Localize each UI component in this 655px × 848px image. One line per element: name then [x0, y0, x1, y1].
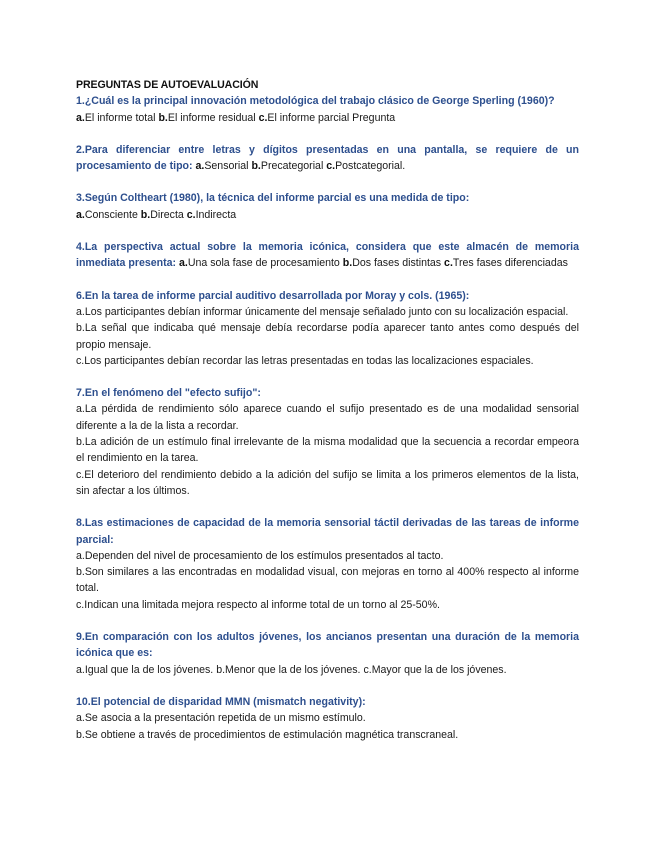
option-text: Son similares a las encontradas en modalidad visual, con mejoras en torno al 400% respecto al informe total.	[76, 566, 579, 595]
question-text: 2.Para diferenciar entre letras y dígitos presentadas en una pantalla, se requiere de un procesamiento de tipo:	[76, 143, 579, 173]
option-text: La adición de un estímulo final irrelevante de la misma modalidad que la secuencia a recordar empeora el rendimiento en la tarea.	[76, 436, 579, 465]
option-letter: c.	[444, 257, 453, 270]
option-letter: a.	[76, 549, 85, 562]
option-letter: b.	[76, 566, 85, 579]
question-text-with-options	[76, 239, 579, 272]
option-text: La pérdida de rendimiento sólo aparece cuando el sufijo presentado es de una modalidad sensorial diferente a la de la lista a recordar.	[76, 403, 579, 432]
question-9	[76, 629, 579, 678]
option-b	[76, 727, 579, 743]
option-letter: c.	[76, 468, 85, 481]
option-letter: b.	[140, 208, 151, 221]
option-text: Consciente	[84, 208, 141, 221]
option-letter: b.	[342, 257, 353, 270]
option-text: Los participantes debían informar únicamente del mensaje señalado junto con su localización espacial.	[84, 305, 569, 318]
option-text: Indirecta	[195, 208, 237, 221]
option-text: Mayor que la de los jóvenes.	[371, 663, 507, 676]
option-letter: b.	[216, 663, 226, 676]
option-letter: b.	[76, 322, 85, 335]
option-text: El informe total	[84, 111, 159, 124]
option-text: El deterioro del rendimiento debido a la adición del sufijo se limita a los primeros elementos de la lista, sin afectar a los últimos.	[76, 468, 579, 497]
option-letter: a.	[76, 208, 85, 221]
option-letter: c.	[258, 111, 268, 124]
option-b	[76, 434, 579, 467]
options-line	[76, 662, 579, 678]
option-text: Menor que la de los jóvenes.	[225, 663, 364, 676]
question-text: 8.Las estimaciones de capacidad de la memoria sensorial táctil derivadas de las tareas de informe parcial:	[76, 517, 579, 546]
question-text: 4.La perspectiva actual sobre la memoria icónica, considera que este almacén de memoria inmediata presenta:	[76, 241, 579, 270]
option-text: Se asocia a la presentación repetida de un mismo estímulo.	[84, 712, 366, 725]
question-6	[76, 288, 579, 369]
question-8	[76, 515, 579, 613]
document-title: PREGUNTAS DE AUTOEVALUACIÓN	[76, 79, 259, 91]
option-letter: a.	[76, 663, 85, 676]
option-letter: b.	[251, 160, 261, 173]
option-letter: c.	[76, 598, 85, 611]
option-text: Dependen del nivel de procesamiento de los estímulos presentados al tacto.	[84, 549, 444, 562]
option-text: Postcategorial.	[335, 160, 406, 173]
question-text: 9.En comparación con los adultos jóvenes, los ancianos presentan una duración de la memoria icónica que es:	[76, 631, 579, 660]
option-letter: a.	[76, 305, 85, 318]
option-text: El informe parcial Pregunta	[267, 111, 396, 124]
option-b	[76, 564, 579, 597]
question-1	[76, 93, 579, 126]
option-letter: b.	[76, 436, 85, 449]
option-b	[76, 320, 579, 353]
option-c	[76, 353, 579, 369]
option-c	[76, 467, 579, 500]
question-3	[76, 190, 579, 223]
option-text: Directa	[150, 208, 187, 221]
options-line	[76, 207, 579, 223]
option-text: Igual que la de los jóvenes.	[84, 663, 217, 676]
question-4	[76, 239, 579, 272]
option-a	[76, 401, 579, 434]
question-text-with-options	[76, 142, 579, 175]
option-text: Precategorial	[260, 160, 327, 173]
options-inline	[179, 257, 568, 269]
option-c	[76, 597, 579, 613]
option-text: El informe residual	[167, 111, 259, 124]
option-a	[76, 548, 579, 564]
option-text: Se obtiene a través de procedimientos de estimulación magnética transcraneal.	[84, 728, 459, 741]
option-a	[76, 304, 579, 320]
option-letter: a.	[76, 403, 85, 416]
option-text: Sensorial	[204, 160, 252, 173]
option-letter: c.	[76, 354, 85, 367]
question-text: 10.El potencial de disparidad MMN (mismatch negativity):	[76, 695, 366, 708]
option-letter: a.	[195, 160, 205, 173]
option-letter: b.	[76, 728, 85, 741]
question-7	[76, 385, 579, 499]
question-text: 1.¿Cuál es la principal innovación metodológica del trabajo clásico de George Sperling (1960)?	[76, 95, 555, 108]
option-a	[76, 710, 579, 726]
question-text: 6.En la tarea de informe parcial auditivo desarrollada por Moray y cols. (1965):	[76, 289, 470, 302]
option-letter: a.	[179, 257, 188, 270]
option-text: Una sola fase de procesamiento	[187, 257, 343, 270]
option-letter: c.	[326, 160, 336, 173]
options-line	[76, 110, 579, 126]
option-text: Tres fases diferenciadas	[452, 257, 568, 270]
option-letter: a.	[76, 111, 85, 124]
option-text: La señal que indicaba qué mensaje debía recordarse podía aparecer tanto antes como después del propio mensaje.	[76, 322, 579, 351]
option-text: Dos fases distintas	[352, 257, 445, 270]
question-10	[76, 694, 579, 743]
option-letter: b.	[158, 111, 168, 124]
question-2	[76, 142, 579, 175]
option-letter: a.	[76, 712, 85, 725]
question-text: 7.En el fenómeno del "efecto sufijo":	[76, 387, 261, 400]
options-inline	[196, 160, 406, 172]
option-text: Indican una limitada mejora respecto al informe total de un torno al 25-50%.	[84, 598, 440, 611]
option-text: Los participantes debían recordar las letras presentadas en todas las localizaciones espaciales.	[84, 354, 534, 367]
option-letter: c.	[186, 208, 196, 221]
question-text: 3.Según Coltheart (1980), la técnica del informe parcial es una medida de tipo:	[76, 192, 470, 205]
option-letter: c.	[363, 663, 372, 676]
